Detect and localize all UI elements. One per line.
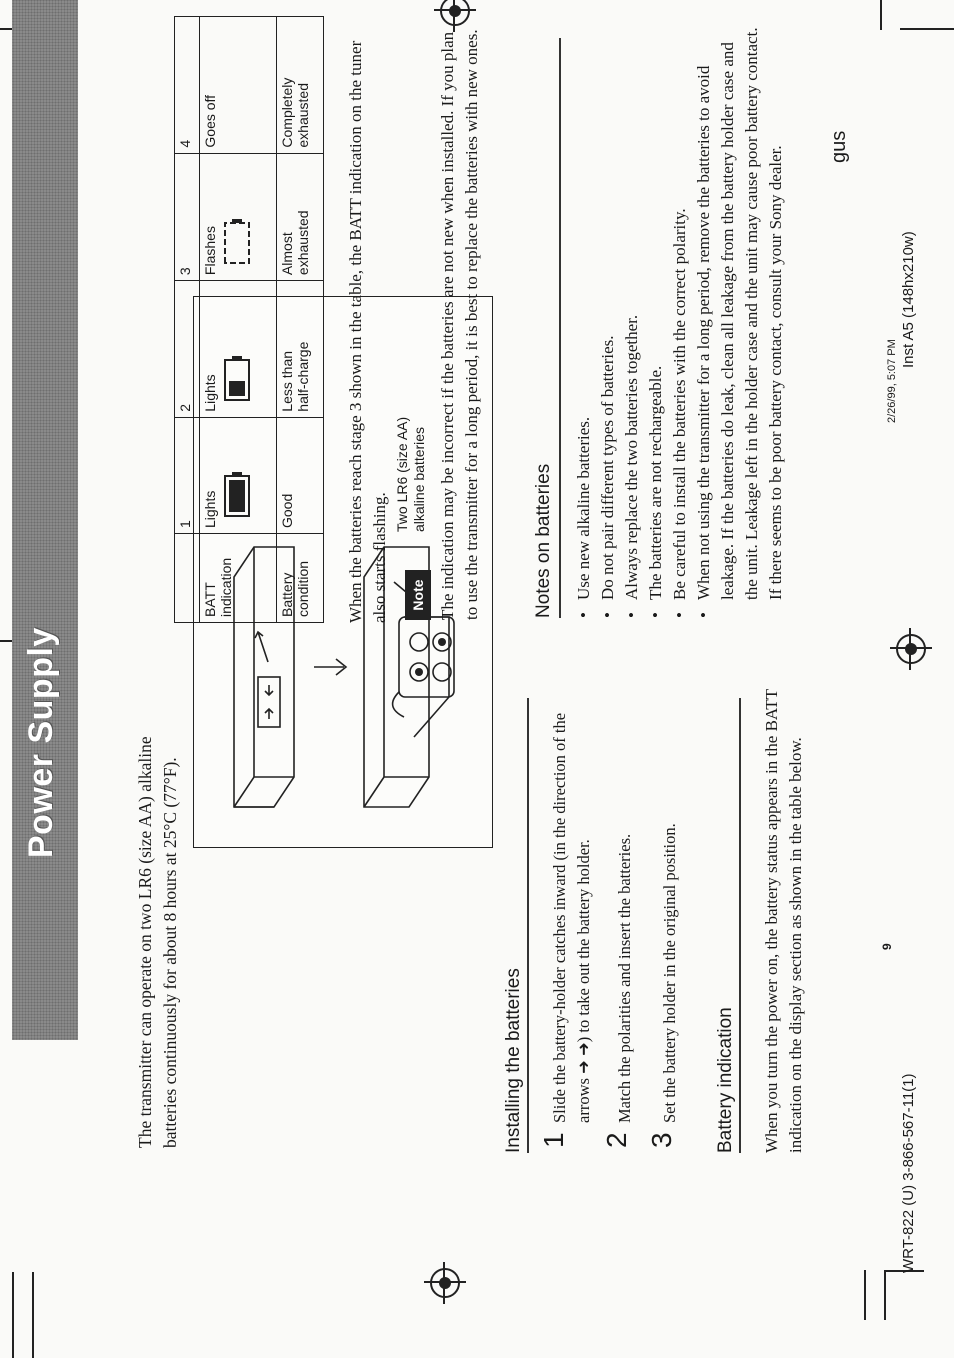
list-item: • Use new alkaline batteries. (572, 18, 596, 618)
table-header-cell: 4 (175, 17, 200, 154)
condition-line: Less than (279, 350, 295, 412)
row-label-line: condition (295, 560, 311, 617)
condition-line: half-charge (295, 341, 311, 412)
page-number: 9 (880, 943, 894, 950)
step-number: 1 (538, 1132, 569, 1148)
table-header-cell: 3 (175, 153, 200, 280)
section-heading-battery-indication: Battery indication (715, 1007, 736, 1153)
section-heading-notes-on-batteries: Notes on batteries (533, 463, 554, 618)
condition-cell (277, 417, 324, 533)
table-header-cell: 1 (175, 417, 200, 533)
illustration-caption: Two LR6 (size AA) alkaline batteries (394, 416, 427, 532)
section-rule (527, 698, 529, 1153)
title-band (12, 0, 78, 1040)
condition-line: Almost (279, 232, 295, 276)
section-rule (559, 38, 561, 618)
step-text: Set the battery holder in the original position. (660, 823, 679, 1123)
condition-cell (277, 281, 324, 418)
row-label-line: BATT (202, 582, 218, 617)
indication-label: Goes off (202, 94, 218, 148)
battery-full-icon (222, 470, 252, 518)
indication-label: Lights (202, 490, 218, 528)
row-label-line: indication (218, 557, 234, 617)
battery-half-icon (222, 354, 252, 402)
list-item: • Be careful to install the batteries with the correct polarity. (668, 18, 692, 618)
row-label-line: Battery (279, 572, 295, 617)
condition-line: exhausted (295, 210, 311, 276)
condition-line: Good (279, 493, 295, 528)
footer-model: WRT-822 (U) 3-866-567-11(1) (900, 1073, 917, 1273)
list-item: • The batteries are not rechargeable. (644, 18, 668, 618)
indication-cell (200, 153, 277, 280)
list-item: • When not using the transmitter for a long period, remove the batteries to avoid leakage. If the batteries do leak, clean all leakage from the battery holder case and the unit. Leakage left in the holder case and the unit may cause poor battery contact. If there seems to be poor battery contact, consult your Sony dealer. (692, 18, 788, 618)
condition-cell (277, 153, 324, 280)
section-rule (739, 698, 741, 1153)
indication-label: Flashes (202, 226, 218, 276)
step-number: 2 (601, 1132, 632, 1148)
step-number: 3 (646, 1132, 677, 1148)
notes-list (572, 18, 788, 618)
step-text: Slide the battery-holder catches inward (in the direction of the arrows ➜ ➜) to take out the battery holder. (550, 712, 593, 1123)
step-text: Match the polarities and insert the batteries. (615, 833, 634, 1123)
table-header-cell: 2 (175, 281, 200, 418)
note-text: The indication may be incorrect if the batteries are not new when installed. If you plan to use the transmitter for a long period, it is best to replace the batteries with new ones. (438, 29, 481, 620)
section-heading-installing: Installing the batteries (503, 968, 524, 1153)
note-badge: Note (405, 570, 431, 620)
battery-empty-icon (222, 217, 252, 265)
condition-line: exhausted (295, 83, 311, 148)
indication-cell (200, 417, 277, 533)
indication-cell (200, 281, 277, 418)
table-corner-cell (175, 534, 200, 623)
footer-format: Inst A5 (148hx210w) (900, 231, 917, 368)
page-title: Power Supply (22, 627, 60, 858)
list-item: • Do not pair different types of batteries. (596, 18, 620, 618)
battery-indication-text: When you turn the power on, the battery status appears in the BATT indication on the display section as shown in the table below. (762, 689, 805, 1153)
footer-mark: gus (828, 130, 850, 163)
condition-line: Completely (279, 77, 295, 148)
row-label (200, 534, 277, 623)
stage3-text: When the batteries reach stage 3 shown in the table, the BATT indication on the tuner also starts flashing. (346, 40, 389, 623)
intro-text: The transmitter can operate on two LR6 (size AA) alkaline batteries continuously for about 8 hours at 25°C (77°F). (135, 736, 180, 1148)
indication-label: Lights (202, 374, 218, 412)
row-label (277, 534, 324, 623)
footer-timestamp: 2/26/99, 5:07 PM (886, 339, 898, 423)
batt-status-table (174, 16, 324, 623)
list-item: • Always replace the two batteries together. (620, 18, 644, 618)
condition-cell (277, 17, 324, 154)
indication-cell (200, 17, 277, 154)
